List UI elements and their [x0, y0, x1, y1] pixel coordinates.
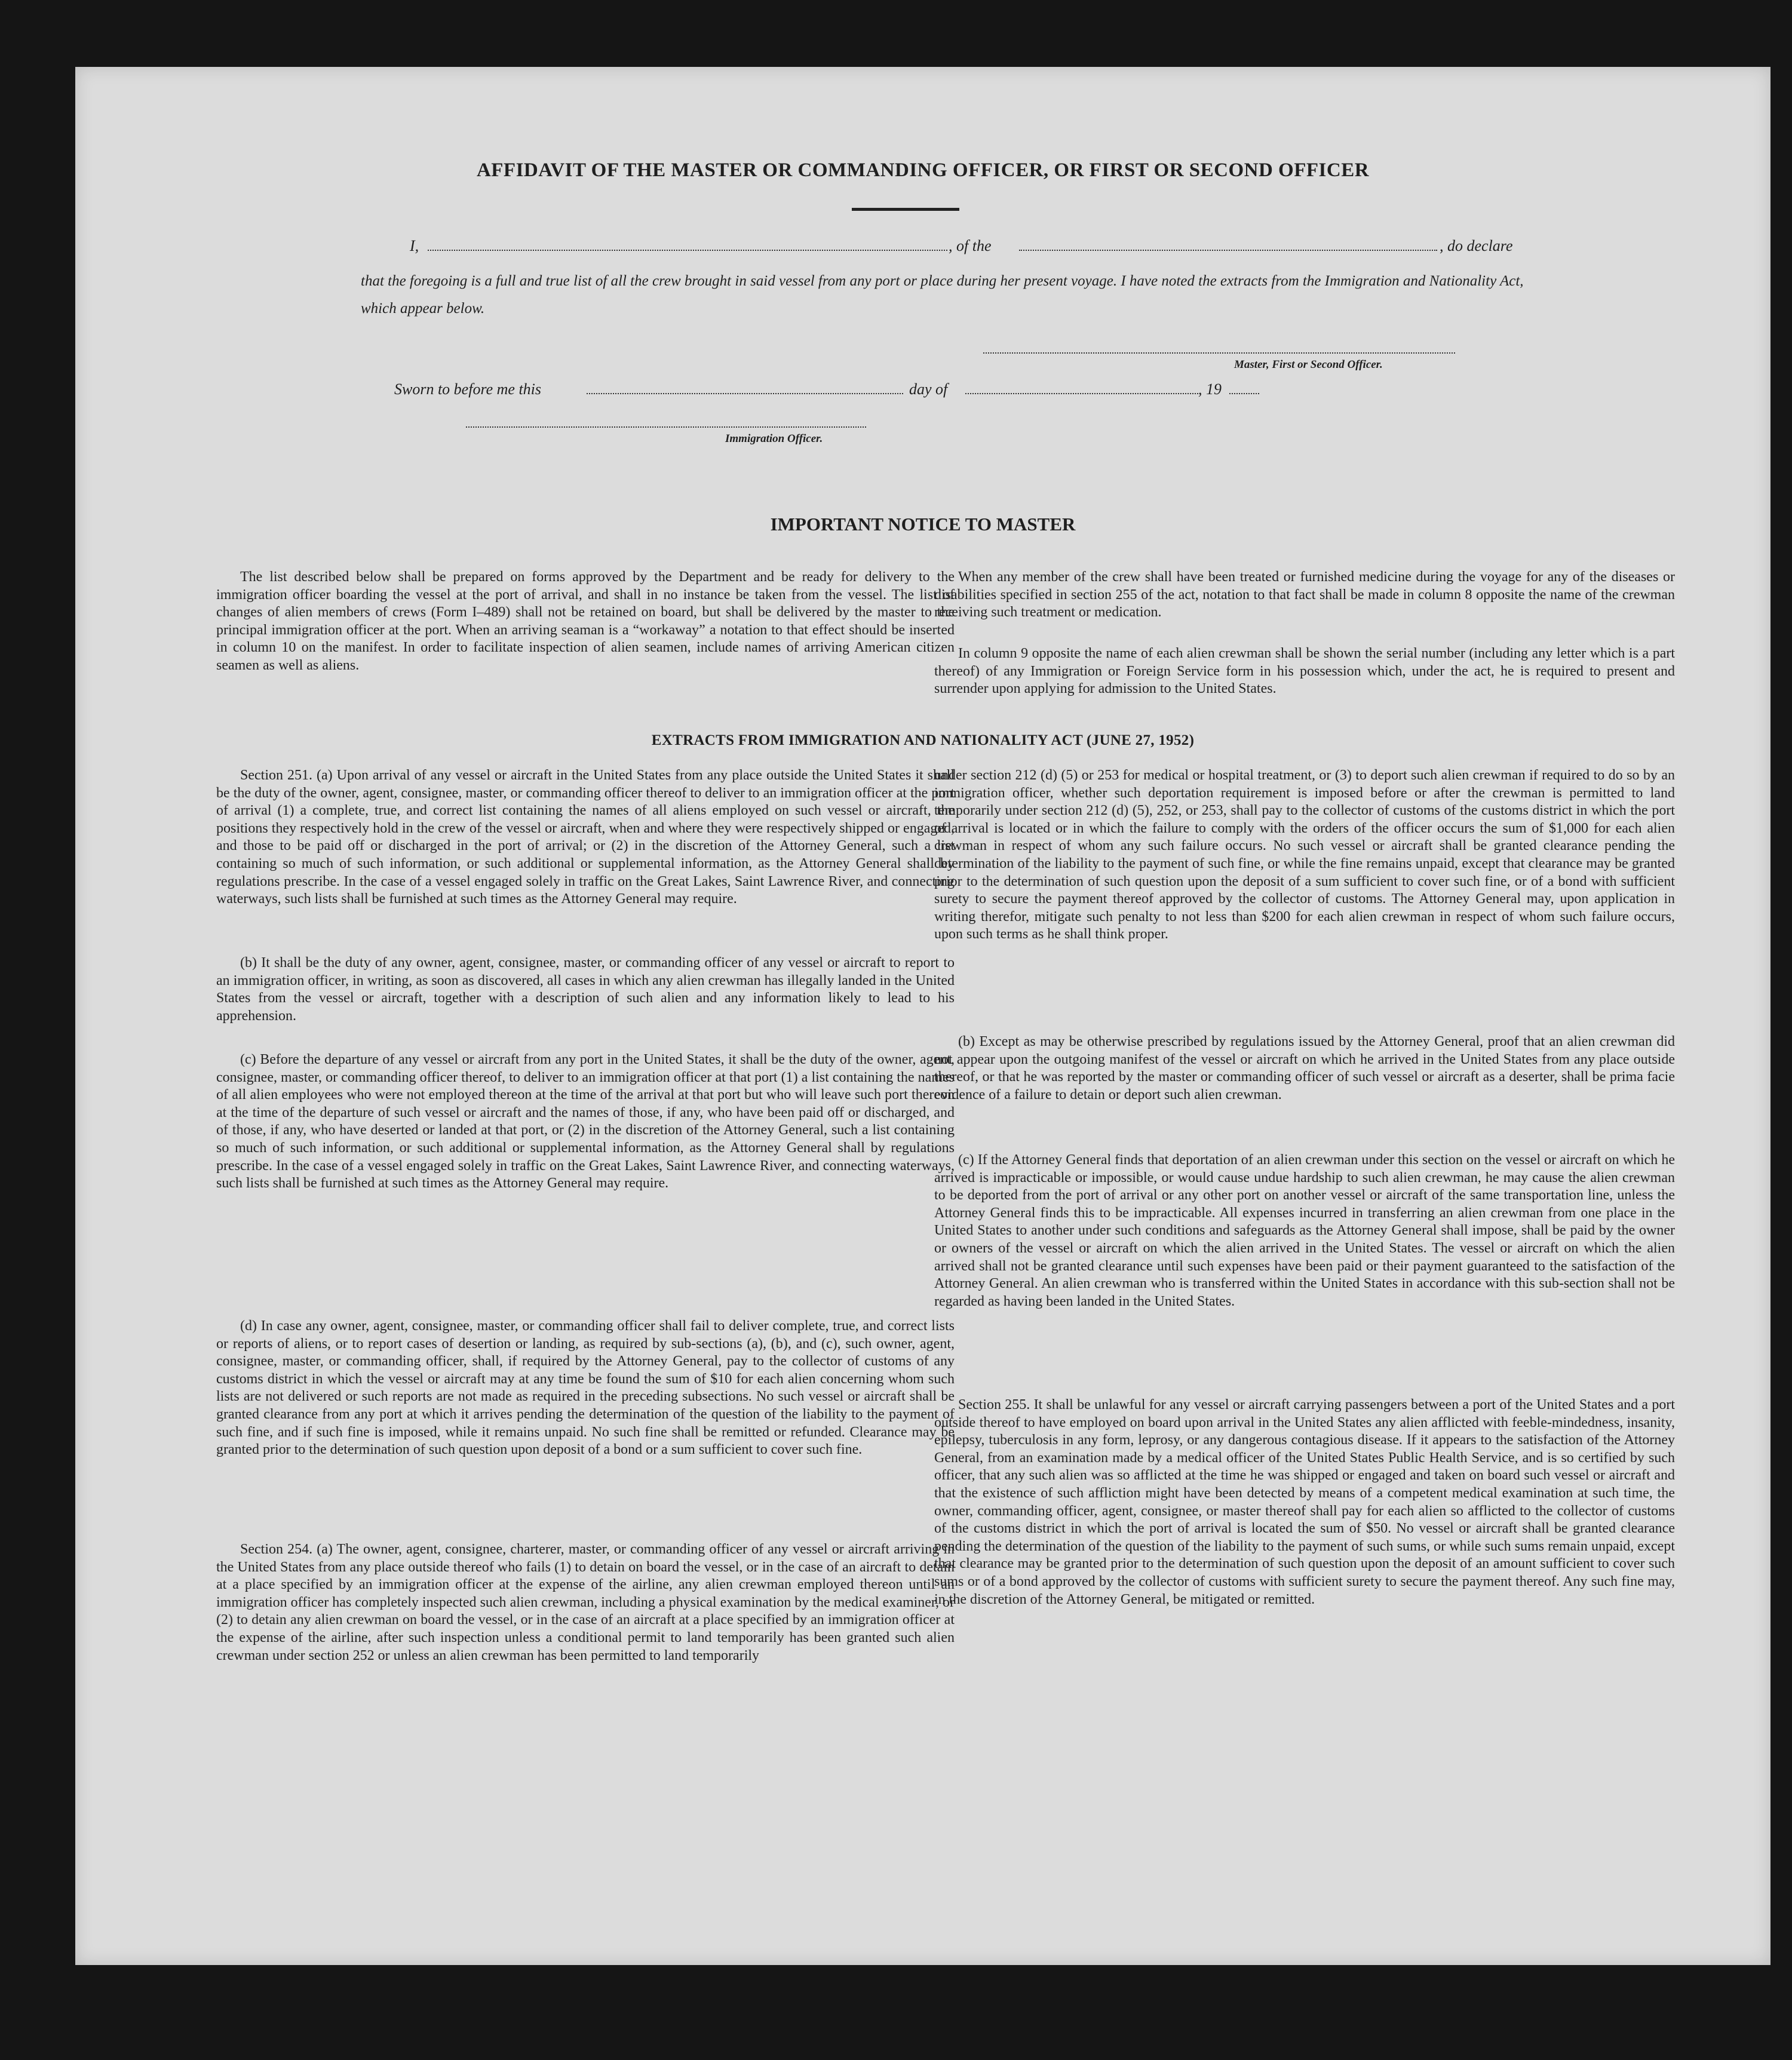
- section-251c: (c) Before the departure of any vessel or aircraft from any port in the United States, it shall be the duty of the owner, agent, consignee, master, or commanding officer thereof, to deliver to an immigration officer at that port (1) a list containing the names of all alien employees who were not employed thereon at the time of the arrival at that port but who will leave such port thereon at the time of the departure of such vessel or aircraft and the names of those, if any, who have been paid off or discharged, and of those, if any, who have deserted or landed at that port, or (2) in the discretion of the Attorney General, such a list containing so much of such information, or such additional or supplemental information, as the Attorney General shall by regulations prescribe. In the case of a vessel engaged solely in traffic on the Great Lakes, Saint Lawrence River, and connecting waterways, such lists shall be furnished at such times as the Attorney General may require.: [216, 1052, 955, 1192]
- i-label: I,: [410, 237, 419, 254]
- month-blank[interactable]: [965, 393, 1198, 394]
- section-254c: (c) If the Attorney General finds that deportation of an alien crewman under this section on the vessel or aircraft on which he arrived is impracticable or impossible, or would cause undue hardship to such alien crewman, he may cause the alien crewman to be deported from the port of arrival or any other port on another vessel or aircraft of the same transportation line, unless the Attorney General finds this to be impracticable. All expenses incurred in transferring an alien crewman from one place in the United States to another under such conditions and safeguards as the Attorney General shall impose, shall be paid by the owner or owners of the vessel or aircraft on which the alien arrived in the United States. The vessel or aircraft on which the alien arrived shall not be granted clearance until such expenses have been paid or their payment guaranteed to the satisfaction of the Attorney General. An alien crewman who is transferred within the United States in accordance with this sub-section shall not be regarded as having been landed in the United States.: [934, 1152, 1675, 1309]
- notice-left-paragraph: The list described below shall be prepared on forms approved by the Department and be ready for delivery to the immigration officer boarding the vessel at the port of arrival, and shall in no instance be taken from the vessel. The list of changes of alien members of crews (Form I–489) shall not be retained on board, but shall be delivered by the master to the principal immigration officer at the port. When an arriving seaman is a “workaway” a notation to that effect should be inserted in column 10 on the manifest. In order to facilitate inspection of alien seamen, include names of arriving American citizen seamen as well as aliens.: [216, 569, 955, 673]
- sworn-text: Sworn to before me this: [394, 380, 542, 398]
- notice-title: IMPORTANT NOTICE TO MASTER: [770, 514, 1076, 535]
- immigration-officer-line[interactable]: [466, 426, 866, 428]
- section-251a: Section 251. (a) Upon arrival of any vessel or aircraft in the United States from any place outside the United States it shall be the duty of the owner, agent, consignee, master, or commanding officer thereof to deliver to an immigration officer at the port of arrival (1) a complete, true, and correct list containing the names of all aliens employed on such vessel or aircraft, the positions they respectively hold in the crew of the vessel or aircraft, when and where they were respectively shipped or engaged, and those to be paid off or discharged in the port of arrival; or (2) in the discretion of the Attorney General, such a list containing so much of such information, or such additional or supplemental information, as the Attorney General shall by regulations prescribe. In the case of a vessel engaged solely in traffic on the Great Lakes, Saint Lawrence River, and connecting waterways, such lists shall be furnished at such times as the Attorney General may require.: [216, 767, 955, 907]
- of-the-label: , of the: [949, 237, 992, 254]
- day-of-label: day of: [909, 380, 948, 398]
- immigration-officer-label: Immigration Officer.: [725, 432, 823, 445]
- section-251d: (d) In case any owner, agent, consignee, master, or commanding officer shall fail to deliver complete, true, and correct lists or reports of aliens, or to report cases of desertion or landing, as required by sub-sections (a), (b), and (c), such owner, agent, consignee, master, or commanding officer, shall, if required by the Attorney General, pay to the collector of customs of any customs district in which the vessel or aircraft may at any time be found the sum of $10 for each alien concerning whom such lists are not delivered or such reports are not made as required in the preceding subsections. No such vessel or aircraft shall be granted clearance from any port at which it arrives pending the determination of the question of the liability to the payment of such fine, and if such fine is imposed, while it remains unpaid. No such fine shall be remitted or refunded. Clearance may be granted prior to the determination of such question upon deposit of a bond or a sum sufficient to cover such fine.: [216, 1318, 955, 1458]
- day-blank[interactable]: [587, 393, 903, 394]
- extracts-title: EXTRACTS FROM IMMIGRATION AND NATIONALITY ACT (JUNE 27, 1952): [651, 732, 1195, 748]
- do-declare-label: , do declare: [1440, 237, 1513, 254]
- vessel-blank[interactable]: [1019, 250, 1437, 251]
- master-signature-label: Master, First or Second Officer.: [1234, 358, 1383, 371]
- document-page: [75, 67, 1770, 1965]
- name-blank[interactable]: [428, 250, 947, 251]
- year-blank[interactable]: [1229, 393, 1259, 394]
- master-signature-line[interactable]: [983, 352, 1455, 354]
- declaration-text: that the foregoing is a full and true list of all the crew brought in said vessel from any port or place during her present voyage. I have noted the extracts from the Immigration and Nationality Act, which appear below.: [361, 273, 1524, 317]
- year-prefix: , 19: [1198, 380, 1222, 398]
- section-254a: Section 254. (a) The owner, agent, consignee, charterer, master, or commanding officer of any vessel or aircraft arriving in the United States from any place outside thereof who fails (1) to detain on board the vessel, or in the case of an aircraft to detain at a place specified by an immigration officer at the expense of the airline, any alien crewman employed thereon until an immigration officer has completely inspected such alien crewman, including a physical examination by the medical examiner, or (2) to detain any alien crewman on board the vessel, or in the case of an aircraft at a place specified by an immigration officer at the expense of the airline, after such inspection unless a conditional permit to land temporarily has been granted such alien crewman under section 252 or unless an alien crewman has been permitted to land temporarily: [216, 1542, 955, 1663]
- section-255: Section 255. It shall be unlawful for any vessel or aircraft carrying passengers between a port of the United States and a port outside thereof to have employed on board upon arrival in the United States any alien afflicted with feeble-mindedness, insanity, epilepsy, tuberculosis in any form, leprosy, or any dangerous contagious disease. If it appears to the satisfaction of the Attorney General, from an examination made by a medical officer of the United States Public Health Service, and is so certified by such officer, that any such alien was so afflicted at the time he was shipped or engaged and taken on board such vessel or aircraft and that the existence of such affliction might have been detected by means of a competent medical examination at such time, the owner, commanding officer, agent, consignee, or master thereof shall pay for each alien so afflicted to the collector of customs of the customs district in which the port of arrival is located the sum of $50. No vessel or aircraft shall be granted clearance pending the determination of the question of the liability to the payment of such sums, or while such sums remain unpaid, except that clearance may be granted prior to the determination of such question upon the deposit of an amount sufficient to cover such sums or of a bond approved by the collector of customs with sufficient surety to secure the payment thereof. Any such fine may, in the discretion of the Attorney General, be mitigated or remitted.: [934, 1397, 1675, 1607]
- notice-right-paragraph-2: In column 9 opposite the name of each alien crewman shall be shown the serial number (including any letter which is a part thereof) of any Immigration or Foreign Service form in his possession which, under the act, he is required to present and surrender upon applying for admission to the United States.: [934, 646, 1675, 697]
- notice-right-paragraph-1: When any member of the crew shall have been treated or furnished medicine during the voyage for any of the diseases or disabilities specified in section 255 of the act, notation to that fact shall be made in column 8 opposite the name of the crewman receiving such treatment or medication.: [934, 569, 1675, 621]
- section-254b: (b) Except as may be otherwise prescribed by regulations issued by the Attorney General, proof that an alien crewman did not appear upon the outgoing manifest of the vessel or aircraft on which he arrived in the United States from any place outside thereof, or that he was reported by the master or commanding officer of such vessel or aircraft as a deserter, shall be prima facie evidence of a failure to detain or deport such alien crewman.: [934, 1034, 1675, 1103]
- section-251b: (b) It shall be the duty of any owner, agent, consignee, master, or commanding officer of any vessel or aircraft to report to an immigration officer, in writing, as soon as discovered, all cases in which any alien crewman has illegally landed in the United States from the vessel or aircraft, together with a description of such alien and any information likely to lead to his apprehension.: [216, 955, 955, 1024]
- title-rule: [852, 208, 959, 211]
- section-254a-continued: under section 212 (d) (5) or 253 for medical or hospital treatment, or (3) to deport such alien crewman if required to do so by an immigration officer, whether such deportation requirement is imposed before or after the crewman is permitted to land temporarily under section 212 (d) (5), 252, or 253, shall pay to the collector of customs of the customs district in which the port of arrival is located or in which the failure to comply with the orders of the officer occurs the sum of $1,000 for each alien crewman in respect of whom any such failure occurs. No such vessel or aircraft shall be granted clearance pending the determination of the liability to the payment of such fine, or while the fine remains unpaid, except that clearance may be granted prior to the determination of such question upon the deposit of a sum sufficient to cover such fine, or of a bond with sufficient surety to secure the payment thereof approved by the collector of customs. The Attorney General may, upon application in writing therefor, mitigate such penalty to not less than $200 for each alien crewman in respect of whom such failure occurs, upon such terms as he shall think proper.: [934, 767, 1675, 942]
- affidavit-title: AFFIDAVIT OF THE MASTER OR COMMANDING OFFICER, OR FIRST OR SECOND OFFICER: [476, 159, 1370, 181]
